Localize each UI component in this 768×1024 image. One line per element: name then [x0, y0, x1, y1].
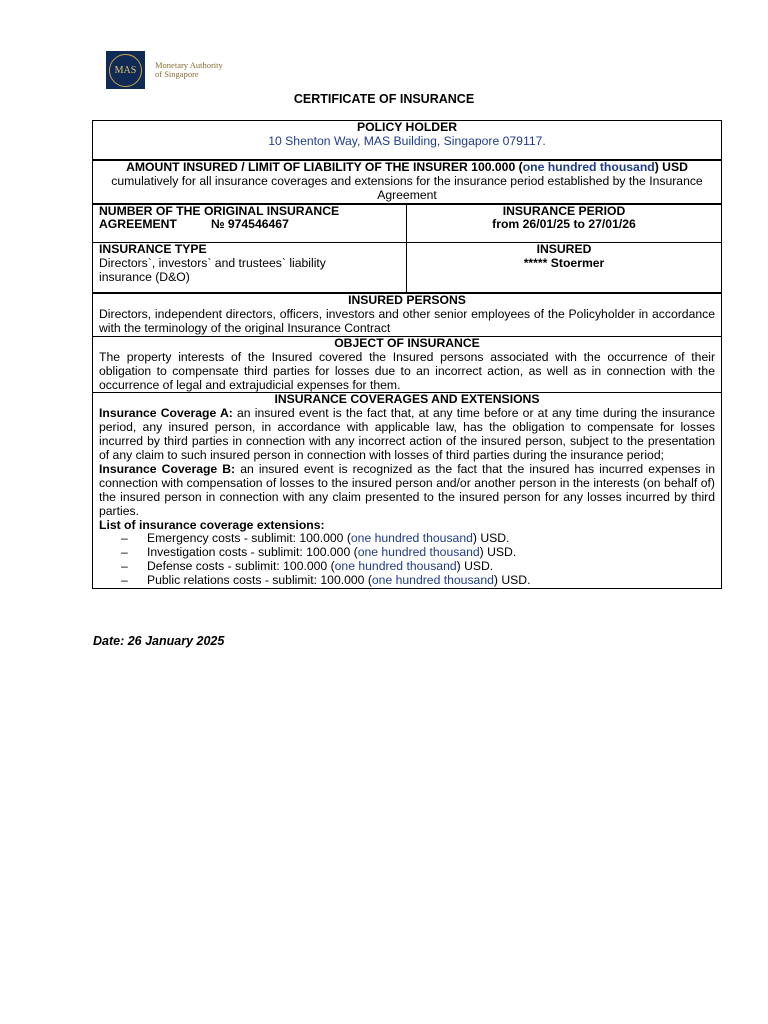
insured-heading: INSURED: [536, 242, 592, 257]
extensions-heading: List of insurance coverage extensions:: [99, 517, 325, 532]
amount-words: one hundred thousand: [522, 159, 655, 174]
list-item: [121, 532, 721, 546]
period-heading: INSURANCE PERIOD: [502, 203, 626, 218]
agreement-number: № 974546467: [210, 217, 289, 232]
policy-holder-address: 10 Shenton Way, MAS Building, Singapore 079117.: [268, 133, 546, 148]
logo-wordmark: [155, 61, 223, 79]
type-insured-row: [93, 243, 721, 293]
coverage-b-text: an insured event is recognized as the fact that the insured has incurred expenses in connection with compensation of losses to the insured person and/or another person in the interests (on behalf of) the insured person in connection with any claim presented to the insured person for any losses incurred by third parties.: [99, 461, 715, 518]
mas-seal-text: MAS: [109, 54, 142, 87]
insured-persons-section: [93, 293, 721, 337]
extension-post: ) USD.: [493, 573, 531, 588]
object-section: [93, 337, 721, 394]
insured-value: ***** Stoermer: [523, 256, 605, 271]
object-heading: OBJECT OF INSURANCE: [334, 335, 480, 350]
coverage-a-text: an insured event is the fact that, at any time before or at any time during the insurance period, any insured person, in accordance with applicable law, has the obligation to compensate for losses incurred by third parties in connection with any incorrect action of the insured person, subject to the presentation of any claim to such insured person in connection with losses of third parties during the insurance period;: [99, 406, 715, 463]
period-value: from 26/01/25 to 27/01/26: [492, 217, 636, 232]
logo-line2: of Singapore: [155, 69, 199, 79]
certificate-title: CERTIFICATE OF INSURANCE: [293, 92, 475, 106]
list-item: [121, 546, 721, 560]
extension-words: one hundred thousand: [334, 559, 457, 574]
mas-seal-icon: [106, 51, 145, 89]
amount-heading: [93, 161, 721, 175]
agreement-cell: [93, 205, 407, 243]
agreement-label: AGREEMENT: [99, 217, 177, 232]
insurance-type-heading: INSURANCE TYPE: [99, 242, 207, 257]
agreement-period-row: [93, 204, 721, 244]
policy-holder-heading: POLICY HOLDER: [357, 120, 457, 134]
insured-persons-heading: INSURED PERSONS: [348, 293, 466, 308]
issue-date: Date: 26 January 2025: [93, 634, 225, 648]
extensions-list: [93, 532, 721, 588]
extension-post: ) USD.: [456, 559, 494, 574]
coverage-a-label: Insurance Coverage A:: [99, 406, 233, 421]
coverage-a: [93, 407, 721, 463]
insurance-type-value: Directors`, investors` and trustees` liability insurance (D&O): [99, 256, 326, 285]
extension-pre: Public relations costs - sublimit: 100.000 (: [147, 573, 372, 588]
policy-holder-section: [93, 121, 721, 160]
extension-post: ) USD.: [472, 531, 510, 546]
mas-logo: [106, 51, 223, 89]
insurance-type-cell: [93, 243, 407, 292]
amount-text: cumulatively for all insurance coverages and extensions for the insurance period established by the Insurance Agreement: [111, 173, 703, 202]
coverage-b: [93, 463, 721, 519]
extension-words: one hundred thousand: [371, 573, 494, 588]
extension-pre: Defense costs - sublimit: 100.000 (: [147, 559, 335, 574]
object-text: The property interests of the Insured covered the Insured persons associated with the occurrence of their obligation to compensate third parties for losses due to an incorrect action, as well as in connection with the occurrence of legal and extrajudicial expenses for them.: [99, 349, 715, 392]
list-item: [121, 560, 721, 574]
coverage-b-label: Insurance Coverage B:: [99, 461, 236, 476]
coverages-section: [93, 393, 721, 588]
extension-post: ) USD.: [479, 545, 517, 560]
agreement-label-line1: NUMBER OF THE ORIGINAL INSURANCE: [99, 203, 340, 218]
extension-words: one hundred thousand: [357, 545, 480, 560]
agreement-label-line2: [99, 218, 400, 232]
insured-cell: [407, 243, 721, 292]
extension-words: one hundred thousand: [350, 531, 473, 546]
extension-pre: Emergency costs - sublimit: 100.000 (: [147, 531, 351, 546]
period-cell: [407, 205, 721, 243]
extension-pre: Investigation costs - sublimit: 100.000 (: [147, 545, 358, 560]
amount-section: [93, 160, 721, 204]
amount-heading-a: AMOUNT INSURED / LIMIT OF LIABILITY OF THE INSURER 100.000 (: [126, 159, 523, 174]
insured-persons-text: Directors, independent directors, officers, investors and other senior employees of the Policyholder in accordance with the terminology of the original Insurance Contract: [99, 306, 715, 335]
list-item: [121, 574, 721, 588]
logo-line1: Monetary Authority: [155, 60, 223, 70]
certificate-table: [92, 120, 722, 589]
coverages-heading: INSURANCE COVERAGES AND EXTENSIONS: [274, 392, 540, 407]
amount-heading-b: ) USD: [654, 159, 688, 174]
